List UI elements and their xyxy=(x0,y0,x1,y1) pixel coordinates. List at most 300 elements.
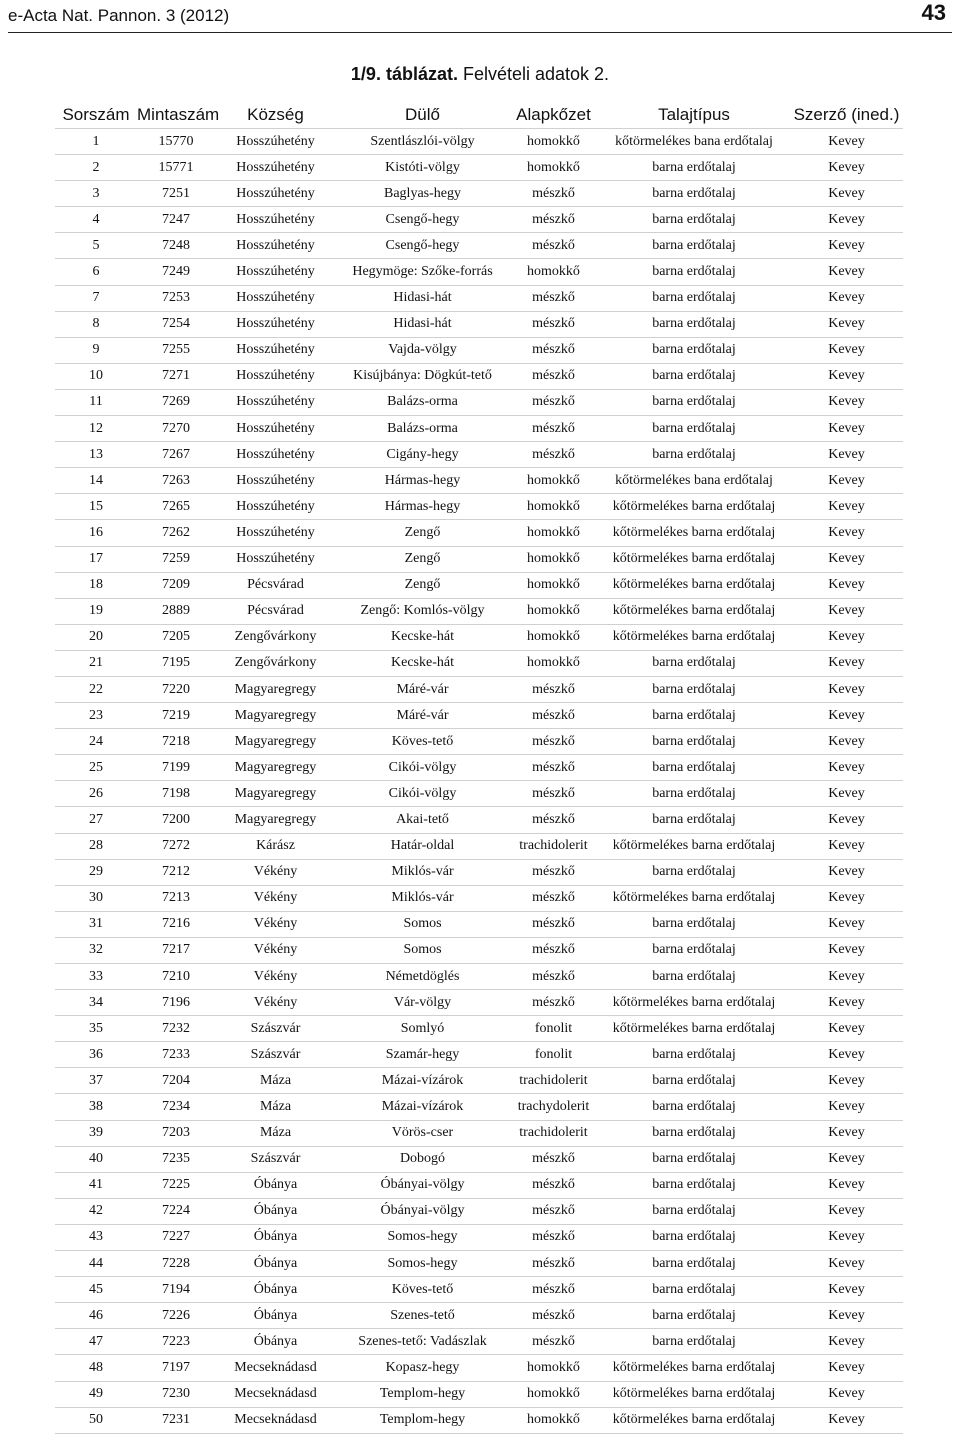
cell-mintaszam: 7231 xyxy=(137,1407,215,1433)
cell-dulo: Óbányai-völgy xyxy=(336,1172,509,1198)
cell-sorszam: 48 xyxy=(55,1355,137,1381)
cell-kozseg: Óbánya xyxy=(215,1251,336,1277)
cell-talajtipus: kőtörmelékes barna erdőtalaj xyxy=(598,520,790,546)
cell-talajtipus: barna erdőtalaj xyxy=(598,1224,790,1250)
table-row xyxy=(55,885,903,911)
cell-dulo: Templom-hegy xyxy=(336,1407,509,1433)
cell-mintaszam: 7262 xyxy=(137,520,215,546)
cell-alapkozet: mészkő xyxy=(509,807,598,833)
cell-kozseg: Szászvár xyxy=(215,1016,336,1042)
table-row xyxy=(55,520,903,546)
cell-kozseg: Magyaregregy xyxy=(215,755,336,781)
cell-szerzo: Kevey xyxy=(790,911,903,937)
cell-mintaszam: 7198 xyxy=(137,781,215,807)
cell-mintaszam: 7209 xyxy=(137,572,215,598)
cell-talajtipus: barna erdőtalaj xyxy=(598,337,790,363)
cell-szerzo: Kevey xyxy=(790,363,903,389)
table-row xyxy=(55,1172,903,1198)
cell-kozseg: Vékény xyxy=(215,937,336,963)
column-header-sorszam: Sorszám xyxy=(62,105,130,124)
cell-kozseg: Máza xyxy=(215,1120,336,1146)
cell-kozseg: Hosszúhetény xyxy=(215,155,336,181)
cell-dulo: Zengő xyxy=(336,520,509,546)
cell-talajtipus: barna erdőtalaj xyxy=(598,442,790,468)
cell-mintaszam: 7210 xyxy=(137,964,215,990)
cell-talajtipus: barna erdőtalaj xyxy=(598,311,790,337)
cell-mintaszam: 7217 xyxy=(137,937,215,963)
cell-kozseg: Magyaregregy xyxy=(215,807,336,833)
cell-szerzo: Kevey xyxy=(790,1172,903,1198)
table-row xyxy=(55,1120,903,1146)
cell-alapkozet: mészkő xyxy=(509,676,598,702)
table-row xyxy=(55,911,903,937)
cell-mintaszam: 7265 xyxy=(137,494,215,520)
cell-sorszam: 44 xyxy=(55,1251,137,1277)
cell-sorszam: 46 xyxy=(55,1303,137,1329)
cell-talajtipus: barna erdőtalaj xyxy=(598,755,790,781)
cell-talajtipus: barna erdőtalaj xyxy=(598,389,790,415)
cell-alapkozet: mészkő xyxy=(509,337,598,363)
cell-szerzo: Kevey xyxy=(790,1277,903,1303)
table-caption-label: 1/9. táblázat. xyxy=(350,64,458,84)
cell-alapkozet: homokkő xyxy=(509,129,598,155)
cell-dulo: Baglyas-hegy xyxy=(336,181,509,207)
cell-alapkozet: mészkő xyxy=(509,781,598,807)
cell-kozseg: Magyaregregy xyxy=(215,781,336,807)
cell-talajtipus: barna erdőtalaj xyxy=(598,807,790,833)
cell-alapkozet: mészkő xyxy=(509,363,598,389)
table-row xyxy=(55,311,903,337)
cell-sorszam: 43 xyxy=(55,1224,137,1250)
cell-alapkozet: mészkő xyxy=(509,964,598,990)
cell-kozseg: Hosszúhetény xyxy=(215,207,336,233)
cell-kozseg: Szászvár xyxy=(215,1146,336,1172)
cell-kozseg: Hosszúhetény xyxy=(215,494,336,520)
cell-talajtipus: kőtörmelékes barna erdőtalaj xyxy=(598,833,790,859)
cell-alapkozet: homokkő xyxy=(509,572,598,598)
cell-dulo: Balázs-orma xyxy=(336,389,509,415)
page-number: 43 xyxy=(921,0,946,25)
cell-szerzo: Kevey xyxy=(790,311,903,337)
table-row xyxy=(55,703,903,729)
cell-mintaszam: 7194 xyxy=(137,1277,215,1303)
cell-talajtipus: barna erdőtalaj xyxy=(598,1329,790,1355)
cell-kozseg: Hosszúhetény xyxy=(215,363,336,389)
cell-alapkozet: mészkő xyxy=(509,285,598,311)
cell-szerzo: Kevey xyxy=(790,233,903,259)
cell-szerzo: Kevey xyxy=(790,416,903,442)
cell-alapkozet: trachidolerit xyxy=(509,1068,598,1094)
table-row xyxy=(55,729,903,755)
cell-szerzo: Kevey xyxy=(790,964,903,990)
cell-szerzo: Kevey xyxy=(790,598,903,624)
table-caption-text: Felvételi adatok 2. xyxy=(457,64,610,84)
table-row xyxy=(55,1277,903,1303)
cell-talajtipus: barna erdőtalaj xyxy=(598,676,790,702)
table-row xyxy=(55,937,903,963)
cell-mintaszam: 7196 xyxy=(137,990,215,1016)
cell-kozseg: Óbánya xyxy=(215,1329,336,1355)
cell-szerzo: Kevey xyxy=(790,155,903,181)
table-row xyxy=(55,1042,903,1068)
cell-kozseg: Mecseknádasd xyxy=(215,1381,336,1407)
table-row xyxy=(55,650,903,676)
cell-kozseg: Hosszúhetény xyxy=(215,285,336,311)
cell-kozseg: Hosszúhetény xyxy=(215,233,336,259)
cell-sorszam: 7 xyxy=(55,285,137,311)
cell-talajtipus: barna erdőtalaj xyxy=(598,1172,790,1198)
cell-dulo: Szamár-hegy xyxy=(336,1042,509,1068)
cell-mintaszam: 7226 xyxy=(137,1303,215,1329)
cell-dulo: Cikói-völgy xyxy=(336,781,509,807)
cell-dulo: Kopasz-hegy xyxy=(336,1355,509,1381)
table-row xyxy=(55,416,903,442)
cell-dulo: Somos-hegy xyxy=(336,1251,509,1277)
cell-szerzo: Kevey xyxy=(790,1016,903,1042)
cell-mintaszam: 7213 xyxy=(137,885,215,911)
cell-alapkozet: mészkő xyxy=(509,1198,598,1224)
cell-mintaszam: 7230 xyxy=(137,1381,215,1407)
cell-sorszam: 45 xyxy=(55,1277,137,1303)
cell-mintaszam: 15771 xyxy=(137,155,215,181)
cell-talajtipus: barna erdőtalaj xyxy=(598,1303,790,1329)
cell-kozseg: Magyaregregy xyxy=(215,729,336,755)
cell-sorszam: 5 xyxy=(55,233,137,259)
cell-dulo: Kistóti-völgy xyxy=(336,155,509,181)
cell-talajtipus: kőtörmelékes barna erdőtalaj xyxy=(598,1381,790,1407)
cell-dulo: Templom-hegy xyxy=(336,1381,509,1407)
cell-talajtipus: barna erdőtalaj xyxy=(598,1277,790,1303)
cell-mintaszam: 7197 xyxy=(137,1355,215,1381)
cell-szerzo: Kevey xyxy=(790,1303,903,1329)
column-header-szerzo: Szerző (ined.) xyxy=(793,105,900,124)
cell-kozseg: Hosszúhetény xyxy=(215,259,336,285)
cell-dulo: Kecske-hát xyxy=(336,624,509,650)
cell-talajtipus: barna erdőtalaj xyxy=(598,285,790,311)
table-row xyxy=(55,207,903,233)
cell-talajtipus: kőtörmelékes barna erdőtalaj xyxy=(598,1016,790,1042)
cell-talajtipus: kőtörmelékes barna erdőtalaj xyxy=(598,572,790,598)
cell-sorszam: 41 xyxy=(55,1172,137,1198)
cell-alapkozet: mészkő xyxy=(509,755,598,781)
table-body xyxy=(55,129,903,1434)
column-header-alapkozet: Alapkőzet xyxy=(516,105,591,124)
cell-szerzo: Kevey xyxy=(790,833,903,859)
cell-sorszam: 33 xyxy=(55,964,137,990)
cell-alapkozet: mészkő xyxy=(509,1251,598,1277)
table-row xyxy=(55,337,903,363)
cell-sorszam: 39 xyxy=(55,1120,137,1146)
data-table xyxy=(55,102,903,1434)
cell-dulo: Németdöglés xyxy=(336,964,509,990)
cell-sorszam: 28 xyxy=(55,833,137,859)
cell-mintaszam: 7254 xyxy=(137,311,215,337)
cell-kozseg: Hosszúhetény xyxy=(215,311,336,337)
cell-kozseg: Zengővárkony xyxy=(215,624,336,650)
cell-sorszam: 49 xyxy=(55,1381,137,1407)
cell-kozseg: Hosszúhetény xyxy=(215,181,336,207)
table-row xyxy=(55,755,903,781)
cell-alapkozet: mészkő xyxy=(509,207,598,233)
cell-szerzo: Kevey xyxy=(790,1198,903,1224)
cell-mintaszam: 7232 xyxy=(137,1016,215,1042)
cell-szerzo: Kevey xyxy=(790,807,903,833)
cell-alapkozet: mészkő xyxy=(509,1224,598,1250)
cell-szerzo: Kevey xyxy=(790,703,903,729)
cell-mintaszam: 7269 xyxy=(137,389,215,415)
cell-kozseg: Kárász xyxy=(215,833,336,859)
cell-talajtipus: barna erdőtalaj xyxy=(598,1042,790,1068)
cell-mintaszam: 7200 xyxy=(137,807,215,833)
cell-dulo: Dobogó xyxy=(336,1146,509,1172)
cell-kozseg: Pécsvárad xyxy=(215,598,336,624)
cell-szerzo: Kevey xyxy=(790,337,903,363)
cell-alapkozet: homokkő xyxy=(509,494,598,520)
table-header-row xyxy=(55,102,903,129)
cell-kozseg: Vékény xyxy=(215,859,336,885)
column-header-mintaszam: Mintaszám xyxy=(137,105,220,124)
cell-talajtipus: barna erdőtalaj xyxy=(598,1198,790,1224)
cell-szerzo: Kevey xyxy=(790,755,903,781)
cell-dulo: Mázai-vízárok xyxy=(336,1094,509,1120)
cell-alapkozet: homokkő xyxy=(509,1355,598,1381)
cell-alapkozet: mészkő xyxy=(509,703,598,729)
cell-dulo: Óbányai-völgy xyxy=(336,1198,509,1224)
cell-mintaszam: 7204 xyxy=(137,1068,215,1094)
cell-kozseg: Hosszúhetény xyxy=(215,129,336,155)
cell-dulo: Szentlászlói-völgy xyxy=(336,129,509,155)
cell-alapkozet: mészkő xyxy=(509,729,598,755)
table-row xyxy=(55,468,903,494)
cell-kozseg: Óbánya xyxy=(215,1303,336,1329)
cell-talajtipus: kőtörmelékes barna erdőtalaj xyxy=(598,990,790,1016)
cell-dulo: Hármas-hegy xyxy=(336,468,509,494)
cell-alapkozet: mészkő xyxy=(509,311,598,337)
table-row xyxy=(55,964,903,990)
cell-mintaszam: 7263 xyxy=(137,468,215,494)
cell-sorszam: 50 xyxy=(55,1407,137,1433)
cell-mintaszam: 7199 xyxy=(137,755,215,781)
cell-sorszam: 2 xyxy=(55,155,137,181)
cell-alapkozet: mészkő xyxy=(509,1146,598,1172)
table-row xyxy=(55,1355,903,1381)
cell-dulo: Hidasi-hát xyxy=(336,285,509,311)
cell-szerzo: Kevey xyxy=(790,1355,903,1381)
cell-dulo: Mázai-vízárok xyxy=(336,1068,509,1094)
cell-dulo: Kecske-hát xyxy=(336,650,509,676)
cell-dulo: Akai-tető xyxy=(336,807,509,833)
cell-kozseg: Máza xyxy=(215,1094,336,1120)
cell-talajtipus: kőtörmelékes bana erdőtalaj xyxy=(598,129,790,155)
cell-talajtipus: barna erdőtalaj xyxy=(598,207,790,233)
cell-szerzo: Kevey xyxy=(790,729,903,755)
cell-mintaszam: 7212 xyxy=(137,859,215,885)
cell-dulo: Köves-tető xyxy=(336,1277,509,1303)
cell-dulo: Balázs-orma xyxy=(336,416,509,442)
cell-alapkozet: mészkő xyxy=(509,1329,598,1355)
cell-dulo: Csengő-hegy xyxy=(336,233,509,259)
cell-mintaszam: 7216 xyxy=(137,911,215,937)
cell-alapkozet: fonolit xyxy=(509,1016,598,1042)
cell-dulo: Zengő xyxy=(336,572,509,598)
cell-alapkozet: homokkő xyxy=(509,468,598,494)
cell-sorszam: 17 xyxy=(55,546,137,572)
cell-sorszam: 19 xyxy=(55,598,137,624)
cell-alapkozet: mészkő xyxy=(509,1303,598,1329)
cell-mintaszam: 7219 xyxy=(137,703,215,729)
table-row xyxy=(55,1303,903,1329)
cell-sorszam: 16 xyxy=(55,520,137,546)
cell-szerzo: Kevey xyxy=(790,937,903,963)
cell-alapkozet: mészkő xyxy=(509,181,598,207)
cell-mintaszam: 7270 xyxy=(137,416,215,442)
cell-sorszam: 8 xyxy=(55,311,137,337)
cell-szerzo: Kevey xyxy=(790,676,903,702)
cell-dulo: Zengő: Komlós-völgy xyxy=(336,598,509,624)
cell-talajtipus: barna erdőtalaj xyxy=(598,416,790,442)
cell-alapkozet: mészkő xyxy=(509,911,598,937)
cell-szerzo: Kevey xyxy=(790,389,903,415)
cell-alapkozet: homokkő xyxy=(509,546,598,572)
cell-dulo: Somlyó xyxy=(336,1016,509,1042)
cell-alapkozet: mészkő xyxy=(509,990,598,1016)
cell-alapkozet: mészkő xyxy=(509,442,598,468)
table-row xyxy=(55,1146,903,1172)
cell-sorszam: 38 xyxy=(55,1094,137,1120)
table-caption xyxy=(0,64,960,85)
table-row xyxy=(55,990,903,1016)
header-rule xyxy=(8,32,952,33)
column-header-dulo: Dülő xyxy=(405,105,440,124)
cell-talajtipus: kőtörmelékes barna erdőtalaj xyxy=(598,885,790,911)
table-row xyxy=(55,233,903,259)
cell-sorszam: 34 xyxy=(55,990,137,1016)
cell-dulo: Somos xyxy=(336,911,509,937)
table-row xyxy=(55,859,903,885)
cell-szerzo: Kevey xyxy=(790,781,903,807)
cell-kozseg: Pécsvárad xyxy=(215,572,336,598)
cell-alapkozet: homokkő xyxy=(509,1381,598,1407)
cell-mintaszam: 7259 xyxy=(137,546,215,572)
column-header-talajtipus: Talajtípus xyxy=(658,105,730,124)
cell-dulo: Cigány-hegy xyxy=(336,442,509,468)
cell-dulo: Hidasi-hát xyxy=(336,311,509,337)
cell-kozseg: Magyaregregy xyxy=(215,676,336,702)
cell-sorszam: 12 xyxy=(55,416,137,442)
cell-szerzo: Kevey xyxy=(790,442,903,468)
cell-szerzo: Kevey xyxy=(790,990,903,1016)
cell-dulo: Szenes-tető: Vadászlak xyxy=(336,1329,509,1355)
cell-talajtipus: kőtörmelékes barna erdőtalaj xyxy=(598,494,790,520)
cell-szerzo: Kevey xyxy=(790,1042,903,1068)
cell-kozseg: Hosszúhetény xyxy=(215,337,336,363)
cell-mintaszam: 7267 xyxy=(137,442,215,468)
cell-dulo: Határ-oldal xyxy=(336,833,509,859)
cell-dulo: Vörös-cser xyxy=(336,1120,509,1146)
cell-kozseg: Vékény xyxy=(215,964,336,990)
cell-mintaszam: 7248 xyxy=(137,233,215,259)
cell-sorszam: 47 xyxy=(55,1329,137,1355)
cell-dulo: Miklós-vár xyxy=(336,885,509,911)
cell-alapkozet: homokkő xyxy=(509,598,598,624)
cell-kozseg: Vékény xyxy=(215,990,336,1016)
cell-dulo: Vajda-völgy xyxy=(336,337,509,363)
cell-sorszam: 26 xyxy=(55,781,137,807)
cell-mintaszam: 7249 xyxy=(137,259,215,285)
cell-dulo: Miklós-vár xyxy=(336,859,509,885)
cell-szerzo: Kevey xyxy=(790,285,903,311)
cell-alapkozet: homokkő xyxy=(509,1407,598,1433)
cell-szerzo: Kevey xyxy=(790,1146,903,1172)
cell-mintaszam: 7225 xyxy=(137,1172,215,1198)
cell-kozseg: Hosszúhetény xyxy=(215,442,336,468)
cell-mintaszam: 15770 xyxy=(137,129,215,155)
cell-mintaszam: 7251 xyxy=(137,181,215,207)
cell-sorszam: 13 xyxy=(55,442,137,468)
table-row xyxy=(55,546,903,572)
cell-szerzo: Kevey xyxy=(790,624,903,650)
cell-kozseg: Vékény xyxy=(215,911,336,937)
cell-alapkozet: mészkő xyxy=(509,937,598,963)
cell-talajtipus: kőtörmelékes barna erdőtalaj xyxy=(598,598,790,624)
cell-talajtipus: barna erdőtalaj xyxy=(598,1120,790,1146)
cell-sorszam: 35 xyxy=(55,1016,137,1042)
cell-sorszam: 25 xyxy=(55,755,137,781)
cell-sorszam: 9 xyxy=(55,337,137,363)
cell-alapkozet: homokkő xyxy=(509,259,598,285)
page-header xyxy=(8,0,952,33)
cell-dulo: Somos xyxy=(336,937,509,963)
cell-alapkozet: mészkő xyxy=(509,885,598,911)
cell-talajtipus: barna erdőtalaj xyxy=(598,155,790,181)
cell-dulo: Csengő-hegy xyxy=(336,207,509,233)
table-row xyxy=(55,1329,903,1355)
table-row xyxy=(55,442,903,468)
cell-dulo: Hegymöge: Szőke-forrás xyxy=(336,259,509,285)
cell-sorszam: 36 xyxy=(55,1042,137,1068)
cell-mintaszam: 7205 xyxy=(137,624,215,650)
cell-talajtipus: barna erdőtalaj xyxy=(598,233,790,259)
table-row xyxy=(55,1198,903,1224)
cell-alapkozet: mészkő xyxy=(509,416,598,442)
cell-szerzo: Kevey xyxy=(790,546,903,572)
cell-talajtipus: kőtörmelékes barna erdőtalaj xyxy=(598,1355,790,1381)
table-row xyxy=(55,1016,903,1042)
cell-kozseg: Hosszúhetény xyxy=(215,416,336,442)
table-row xyxy=(55,155,903,181)
cell-sorszam: 6 xyxy=(55,259,137,285)
cell-talajtipus: barna erdőtalaj xyxy=(598,964,790,990)
table-row xyxy=(55,676,903,702)
journal-citation: e-Acta Nat. Pannon. 3 (2012) xyxy=(8,6,230,25)
cell-sorszam: 3 xyxy=(55,181,137,207)
cell-talajtipus: barna erdőtalaj xyxy=(598,781,790,807)
cell-sorszam: 22 xyxy=(55,676,137,702)
cell-dulo: Hármas-hegy xyxy=(336,494,509,520)
cell-talajtipus: kőtörmelékes barna erdőtalaj xyxy=(598,624,790,650)
cell-dulo: Cikói-völgy xyxy=(336,755,509,781)
cell-mintaszam: 7247 xyxy=(137,207,215,233)
cell-talajtipus: barna erdőtalaj xyxy=(598,1251,790,1277)
cell-alapkozet: fonolit xyxy=(509,1042,598,1068)
table-row xyxy=(55,1094,903,1120)
cell-alapkozet: homokkő xyxy=(509,520,598,546)
cell-szerzo: Kevey xyxy=(790,129,903,155)
cell-dulo: Máré-vár xyxy=(336,676,509,702)
table-row xyxy=(55,1251,903,1277)
cell-kozseg: Máza xyxy=(215,1068,336,1094)
cell-kozseg: Magyaregregy xyxy=(215,703,336,729)
